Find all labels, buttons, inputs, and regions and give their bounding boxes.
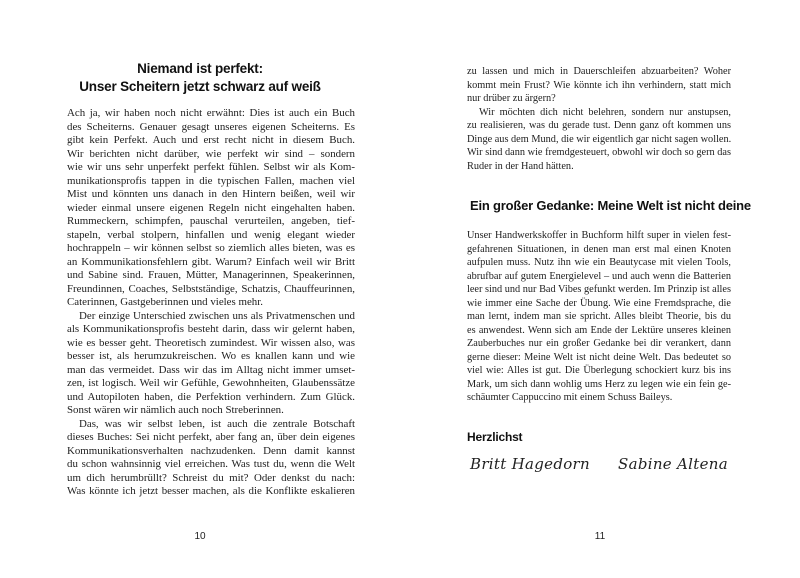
text-line: stapeln, verbal stolpern, hinfallen und wenig elegant wieder <box>67 228 355 241</box>
text-line: besser ist, als herumzukreischen. Wo es knallen kann und wie <box>67 350 355 362</box>
text-line: nur drüber zu ärgern? <box>467 93 556 104</box>
text-line: aufpulen muss. Nutz ihn wie ein Beautycase mit vielen Tools, <box>467 257 731 268</box>
text-line: um dich herumbrüllt? Schreist du mit? Oder denkst du nach: <box>67 471 355 484</box>
text-line: kommt mein Frust? Wie könnte ich ihn verhindern, statt mich <box>467 79 731 91</box>
text-line: hochrappeln – wir können selbst so ziemlich alles bieten, was es <box>67 242 355 254</box>
text-line: Das, was wir selbst leben, ist auch die zentrale Botschaft <box>79 417 355 430</box>
text-line: Wir berichten nicht darüber, wie perfekt wir sind – sondern <box>67 147 355 160</box>
text-line: an Kommunikationsfehlern gibt. Warum? Einfach weil wir Britt <box>67 255 355 268</box>
text-line: Freundinnen, Coaches, Selbstständige, Schatzis, Chauffeurinnen, <box>67 282 355 295</box>
text-line: du schon wahnsinnig viel erreichen. Was tust du, wenn die Welt <box>67 458 355 470</box>
text-line: man das vermeidet. Dass wir das im Alltag nicht immer umset- <box>67 363 355 376</box>
text-line: des Scheiterns. Genauer gesagt unseres eigenen Scheiterns. Es <box>67 120 355 133</box>
text-line: abrufbar auf gutem Energielevel – und auch wenn die Batterien <box>467 270 731 282</box>
text-line: leer sind und nur Bad Vibes gefunkt werden. Im Prinzip ist alles <box>467 284 731 295</box>
text-line: gefahrenen Situationen, in denen man erst mal einen Knoten <box>467 243 731 255</box>
text-line: viel wie: Alles ist gut. Die Überlegung schockiert kurz bis ins <box>467 365 731 376</box>
text-line: Wir sind dann wie fremdgesteuert, obwohl wir doch so gern das <box>467 147 731 158</box>
text-line: wie immer eine Sache der Übung. Wie eine Fremdsprache, die <box>467 297 731 309</box>
right-page <box>400 0 800 578</box>
text-line: schäumter Cappuccino mit einem Schuss Baileys. <box>467 392 673 403</box>
text-line: Sonst wären wir nämlich auch noch Streberinnen. <box>67 404 284 416</box>
text-line: und Autopiloten haben, die Perfektion verhindern. Zum Glück. <box>67 390 355 403</box>
text-line: Ach ja, wir haben noch nicht erwähnt: Dies ist auch ein Buch <box>67 107 355 119</box>
right-body-text-top <box>467 65 731 173</box>
text-line: Der einzige Unterschied zwischen uns als Privatmenschen und <box>79 309 355 322</box>
left-body-text <box>67 107 355 499</box>
text-line: Wir möchten dich nicht belehren, sondern nur anstupsen, <box>479 106 731 118</box>
closing-text: Herzlichst <box>467 430 523 444</box>
text-line: Ruder in der Hand hätten. <box>467 160 574 172</box>
text-line: man lernt, indem man sie spricht. Alles bleibt Theorie, bis du <box>467 311 731 322</box>
text-line: dieses Buches: Sei nicht perfekt, aber fang an, über dein eigenes <box>67 431 355 443</box>
text-line: Kommunikationsverhalten nachzudenken. Denn damit kannst <box>67 444 355 457</box>
text-line: Dinge aus dem Mund, die wir eigentlich gar nicht sagen wollen. <box>467 133 732 145</box>
chapter-title <box>0 60 400 96</box>
text-line: es anwendest. Wenn sich am Ende der Lektüre unseres kleinen <box>467 324 731 336</box>
signature-britt: Britt Hagedorn <box>470 455 590 473</box>
text-line: und Sabine sind. Frauen, Mütter, Managerinnen, Speakerinnen, <box>67 269 355 281</box>
text-line: Unser Handwerkskoffer in Buchform hilft super in vielen fest- <box>467 230 731 241</box>
text-line: munikationsprofis tappen in die typischen Fallen, machen viel <box>67 174 355 187</box>
text-line: Caterinnen, Gastgeberinnen und vieles mehr. <box>67 296 263 308</box>
page-number-right: 11 <box>594 531 606 542</box>
chapter-title-line-2: Unser Scheitern jetzt schwarz auf weiß <box>79 79 321 94</box>
section-heading: Ein großer Gedanke: Meine Welt ist nicht deine <box>470 198 751 213</box>
text-line: zen, ist logisch. Weil wir Gefühle, Gewohnheiten, Glaubenssätze <box>67 377 355 389</box>
text-line: zu lassen und mich in Dauerschleifen abzuarbeiten? Woher <box>467 66 731 77</box>
text-line: wie es besser geht. Theoretisch zumindest. Wir wissen also, was <box>67 336 355 349</box>
page-number-left: 10 <box>194 531 206 542</box>
text-line: wieder einmal unsere eigenen Regeln nicht eingehalten haben. <box>67 201 355 214</box>
signature-sabine: Sabine Altena <box>618 455 728 473</box>
text-line: gerne dieser: Meine Welt ist nicht deine Welt. Das bedeutet so <box>467 351 731 363</box>
text-line: Mist und könnten uns danach in den Hintern beißen, weil wir <box>67 188 355 200</box>
text-line: Rummeckern, schimpfen, pauschal verurteilen, angeben, tief- <box>67 215 355 227</box>
text-line: Mark, um sich dann wohlig ums Herz zu legen wie ein fein ge- <box>467 378 731 390</box>
text-line: gibt kein Perfekt. Auch und erst recht nicht in diesem Buch. <box>67 134 355 146</box>
text-line: als Kommunikationsprofis besteht darin, dass wir gelernt haben, <box>67 323 355 335</box>
right-body-text <box>467 229 731 405</box>
text-line: Was könnte ich jetzt besser machen, als die Konflikte eskalieren <box>67 485 355 497</box>
chapter-title-line-1: Niemand ist perfekt: <box>137 61 263 76</box>
text-line: zu realisieren, was du gerade tust. Denn ganz oft kommen uns <box>467 120 731 131</box>
text-line: wie wir uns sehr unperfekt perfekt fühlen. Selbst wir als Kom- <box>67 161 355 173</box>
text-line: Zauberbuches nur ein großer Gedanke bei dir verankert, dann <box>467 338 731 349</box>
